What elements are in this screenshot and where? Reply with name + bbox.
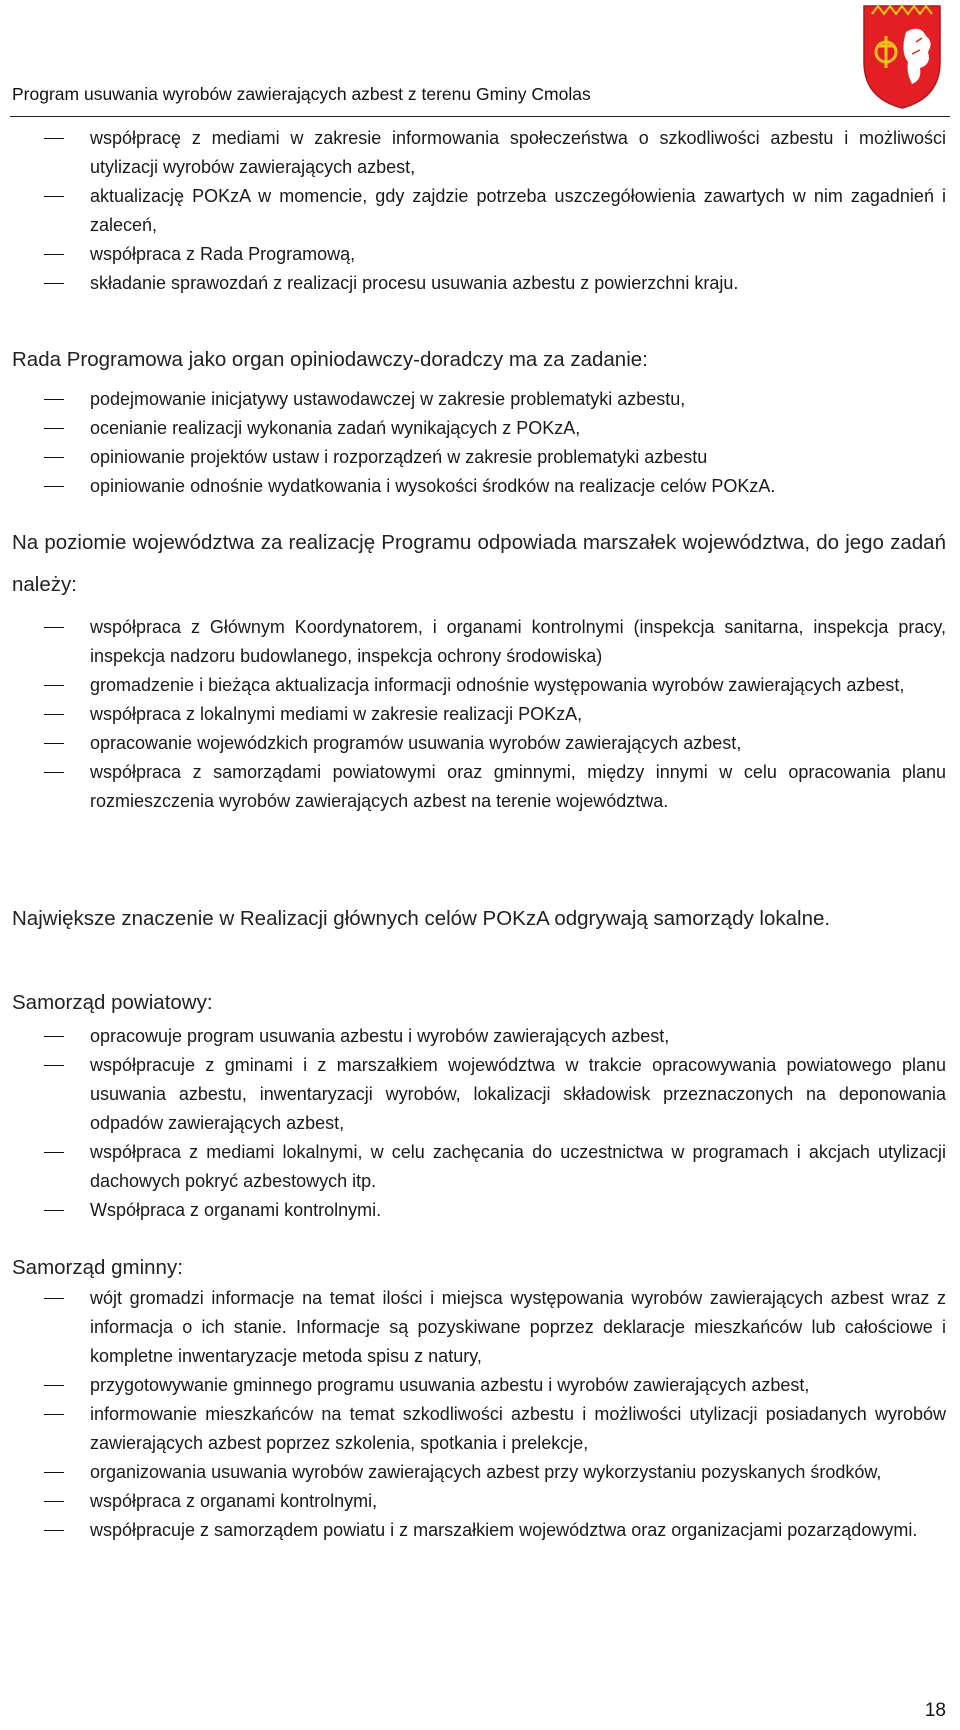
list-item: podejmowanie inicjatywy ustawodawczej w zakresie problematyki azbestu, <box>0 385 960 414</box>
powiat-heading: Samorząd powiatowy: <box>12 991 213 1014</box>
gmina-tasks-list <box>0 1284 960 1545</box>
list-item: organizowania usuwania wyrobów zawierających azbest przy wykorzystaniu pozyskanych środków, <box>0 1458 960 1487</box>
rada-tasks-list <box>0 385 960 501</box>
coat-of-arms-icon <box>860 2 944 110</box>
document-title: Program usuwania wyrobów zawierających azbest z terenu Gminy Cmolas <box>12 84 591 104</box>
duties-list <box>0 124 960 298</box>
wojewodztwo-tasks-list <box>0 613 960 816</box>
list-item: składanie sprawozdań z realizacji procesu usuwania azbestu z powierzchni kraju. <box>0 269 960 298</box>
list-item: wójt gromadzi informacje na temat ilości i miejsca występowania wyrobów zawierających azbest wraz z informacja o ich stanie. Informacje są pozyskiwane poprzez deklaracje mieszkańców lub całościowe i kompletne inwentaryzacje metoda spisu z natury, <box>0 1284 960 1371</box>
list-item: współpraca z Głównym Koordynatorem, i organami kontrolnymi (inspekcja sanitarna, inspekcja pracy, inspekcja nadzoru budowlanego, inspekcja ochrony środowiska) <box>0 613 960 671</box>
list-item: aktualizację POKzA w momencie, gdy zajdzie potrzeba uszczegółowienia zawartych w nim zagadnień i zaleceń, <box>0 182 960 240</box>
gmina-heading: Samorząd gminny: <box>12 1256 183 1279</box>
list-item: przygotowywanie gminnego programu usuwania azbestu i wyrobów zawierających azbest, <box>0 1371 960 1400</box>
list-item: Współpraca z organami kontrolnymi. <box>0 1196 960 1225</box>
list-item: współpracuje z gminami i z marszałkiem województwa w trakcie opracowywania powiatowego planu usuwania azbestu, inwentaryzacji wyrobów, lokalizacji składowisk przeznaczonych na deponowania odpadów zawierających azbest, <box>0 1051 960 1138</box>
wojewodztwo-intro: Na poziomie województwa za realizację Programu odpowiada marszałek województwa, do jego zadań należy: <box>12 531 946 596</box>
page-number: 18 <box>924 1700 946 1721</box>
list-item: opiniowanie odnośnie wydatkowania i wysokości środków na realizacje celów POKzA. <box>0 472 960 501</box>
powiat-tasks-list <box>0 1022 960 1225</box>
list-item: współpraca z lokalnymi mediami w zakresie realizacji POKzA, <box>0 700 960 729</box>
rada-intro: Rada Programowa jako organ opiniodawczy-doradczy ma za zadanie: <box>12 348 648 371</box>
list-item: współpraca z samorządami powiatowymi oraz gminnymi, między innymi w celu opracowania planu rozmieszczenia wyrobów zawierających azbest na terenie województwa. <box>0 758 960 816</box>
list-item: współpraca z mediami lokalnymi, w celu zachęcania do uczestnictwa w programach i akcjach utylizacji dachowych pokryć azbestowych itp. <box>0 1138 960 1196</box>
list-item: ocenianie realizacji wykonania zadań wynikających z POKzA, <box>0 414 960 443</box>
list-item: współpraca z Rada Programową, <box>0 240 960 269</box>
list-item: opiniowanie projektów ustaw i rozporządzeń w zakresie problematyki azbestu <box>0 443 960 472</box>
list-item: gromadzenie i bieżąca aktualizacja informacji odnośnie występowania wyrobów zawierających azbest, <box>0 671 960 700</box>
list-item: informowanie mieszkańców na temat szkodliwości azbestu i możliwości utylizacji posiadanych wyrobów zawierających azbest poprzez szkolenia, spotkania i prelekcje, <box>0 1400 960 1458</box>
samorzady-paragraph: Największe znaczenie w Realizacji głównych celów POKzA odgrywają samorządy lokalne. <box>12 907 831 930</box>
list-item: opracowuje program usuwania azbestu i wyrobów zawierających azbest, <box>0 1022 960 1051</box>
list-item: opracowanie wojewódzkich programów usuwania wyrobów zawierających azbest, <box>0 729 960 758</box>
list-item: współpracę z mediami w zakresie informowania społeczeństwa o szkodliwości azbestu i możliwości utylizacji wyrobów zawierających azbest, <box>0 124 960 182</box>
header-divider <box>10 116 950 117</box>
list-item: współpraca z organami kontrolnymi, <box>0 1487 960 1516</box>
list-item: współpracuje z samorządem powiatu i z marszałkiem województwa oraz organizacjami pozarządowymi. <box>0 1516 960 1545</box>
